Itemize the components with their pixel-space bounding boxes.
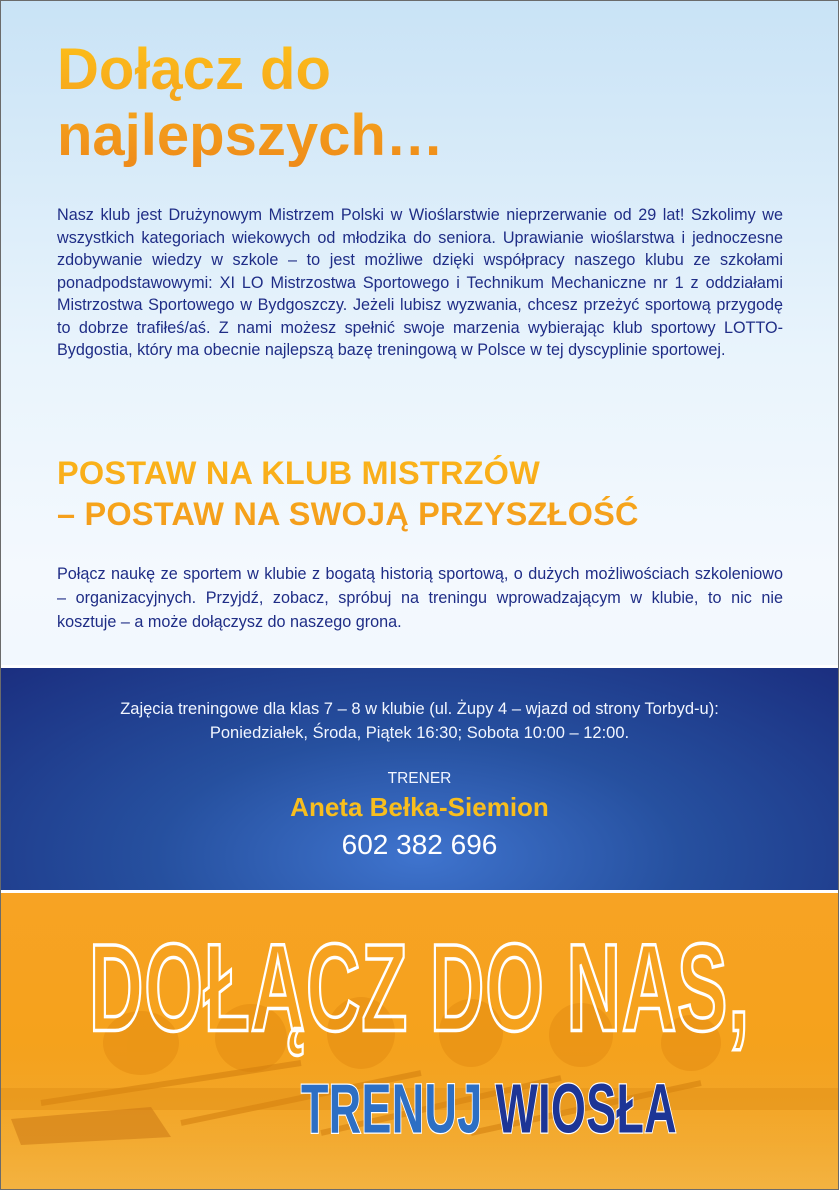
contact-band	[1, 668, 838, 890]
coach-label: TRENER	[387, 770, 452, 787]
cta-sub	[301, 1068, 678, 1148]
schedule-line-2: Poniedziałek, Środa, Piątek 16:30; Sobota 10:00 – 12:00.	[209, 724, 630, 742]
pitch-paragraph: Połącz naukę ze sportem w klubie z bogatą historią sportową, o dużych możliwościach szkoleniowo – organizacyjnych. Przyjdź, zobacz, spróbuj na treningu wprowadzającym w klubie, to nic nie kosztuje – a może dołączysz do naszego grona.	[57, 565, 783, 631]
headline-line-1: Dołącz do	[57, 37, 331, 102]
slogan-line-1: POSTAW NA KLUB MISTRZÓW	[57, 455, 541, 491]
cta-sub-word-2: WIOSŁA	[495, 1068, 678, 1148]
slogan-line-2: – POSTAW NA SWOJĄ PRZYSZŁOŚĆ	[57, 496, 639, 532]
slogan	[57, 453, 639, 535]
coach-name: Aneta Bełka-Siemion	[290, 792, 549, 822]
rowing-photo-band	[1, 893, 838, 1189]
headline-line-2: najlepszych…	[57, 103, 444, 168]
cta-main: DOŁĄCZ DO NAS,	[88, 919, 751, 1058]
cta-sub-word-1: TRENUJ	[301, 1068, 483, 1148]
coach-phone: 602 382 696	[341, 829, 498, 860]
training-schedule	[1, 697, 838, 745]
intro-paragraph: Nasz klub jest Drużynowym Mistrzem Polski w Wioślarstwie nieprzerwanie od 29 lat! Szkolimy we wszystkich kategoriach wiekowych od młodzika do seniora. Uprawianie wioślarstwa i jednoczesne zdobywanie wiedzy w szkole – to jest możliwe dzięki współpracy naszego klubu ze szkołami ponadpodstawowymi: XI LO Mistrzostwa Sportowego i Technikum Mechaniczne nr 1 z oddziałami Mistrzostwa Sportowego w Bydgoszczy. Jeżeli lubisz wyzwania, chcesz przeżyć sportową przygodę to dobrze trafiłeś/aś. Z nami możesz spełnić swoje marzenia wybierając klub sportowy LOTTO-Bydgostia, który ma obecnie najlepszą bazę treningową w Polsce w tej dyscyplinie sportowej.	[57, 206, 783, 359]
headline	[57, 37, 444, 169]
schedule-line-1: Zajęcia treningowe dla klas 7 – 8 w klubie (ul. Żupy 4 – wjazd od strony Torbyd-u):	[120, 700, 719, 718]
